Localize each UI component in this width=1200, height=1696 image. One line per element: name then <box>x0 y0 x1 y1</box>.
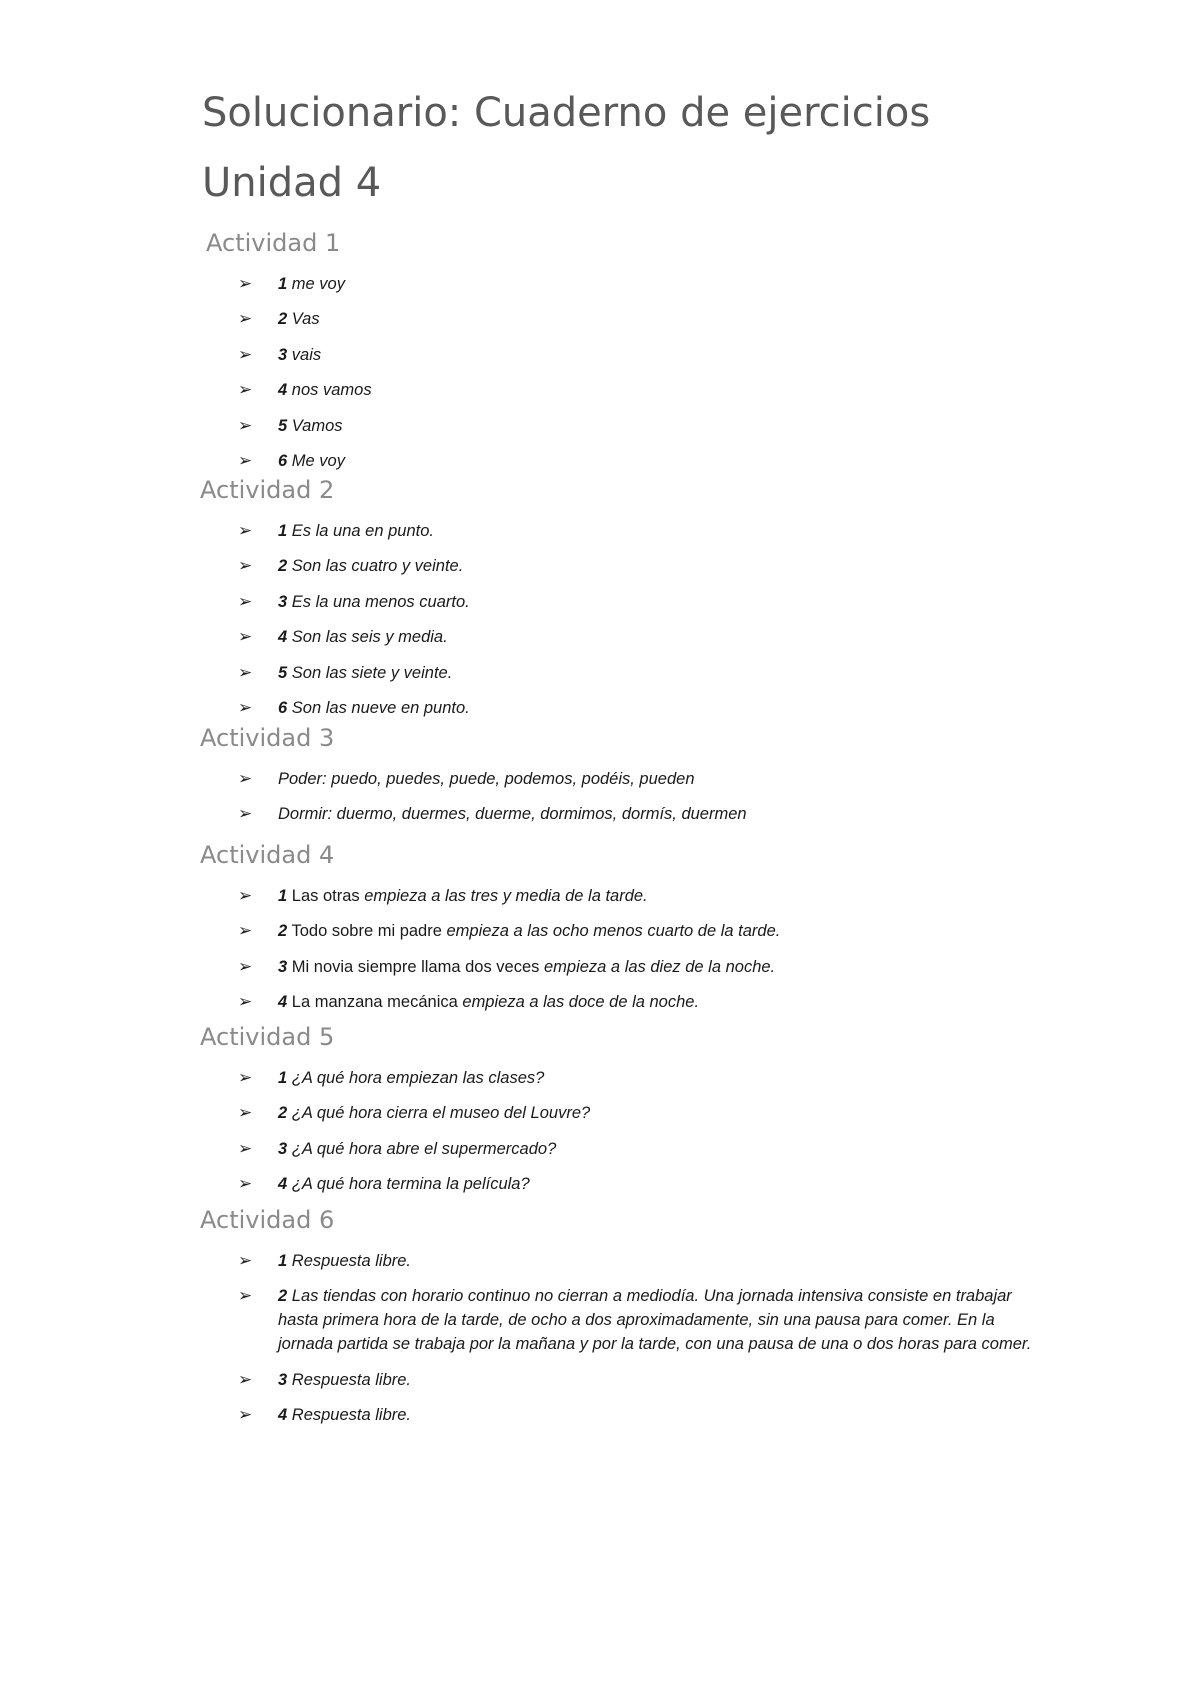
item-text: empieza a las ocho menos cuarto de la tarde. <box>446 922 781 940</box>
item-content <box>278 1287 1031 1353</box>
list-item <box>200 1249 1040 1273</box>
arrowhead-bullet-icon: ➢ <box>238 415 253 436</box>
item-plain-text: Mi novia siempre llama dos veces <box>291 957 540 976</box>
item-text: empieza a las doce de la noche. <box>462 993 700 1011</box>
item-text: Es la una en punto. <box>291 521 434 540</box>
item-number: 6 <box>278 452 288 470</box>
item-content <box>278 1069 544 1087</box>
item-text: empieza a las diez de la noche. <box>543 957 776 976</box>
item-text: ¿A qué hora empiezan las clases? <box>291 1068 545 1087</box>
item-number: 1 <box>278 1068 288 1087</box>
item-content <box>278 993 699 1011</box>
arrowhead-bullet-icon: ➢ <box>238 344 253 365</box>
arrowhead-bullet-icon: ➢ <box>238 698 253 718</box>
item-content <box>278 1175 530 1193</box>
item-number: 1 <box>278 1251 288 1270</box>
item-number: 4 <box>278 628 288 646</box>
item-text: Son las cuatro y veinte. <box>291 557 464 575</box>
item-content <box>278 887 648 905</box>
arrowhead-bullet-icon: ➢ <box>238 273 253 294</box>
answer-list <box>200 1066 1040 1197</box>
section-heading: Actividad 1 <box>206 229 341 257</box>
document-subtitle: Unidad 4 <box>202 160 382 206</box>
item-content <box>278 922 780 940</box>
item-number: 4 <box>278 993 288 1011</box>
list-item <box>200 696 1040 720</box>
item-text: Vas <box>291 310 320 328</box>
section-actividad-6 <box>200 1203 1040 1427</box>
item-text: ¿A qué hora abre el supermercado? <box>291 1139 557 1158</box>
list-item <box>200 1284 1040 1356</box>
item-text: me voy <box>291 274 345 293</box>
item-content <box>278 557 463 575</box>
arrowhead-bullet-icon: ➢ <box>238 1405 253 1425</box>
list-item <box>200 449 1040 473</box>
section-actividad-3 <box>200 721 1040 826</box>
item-number: 2 <box>278 1104 288 1122</box>
item-content <box>278 1371 411 1389</box>
list-item <box>200 1172 1040 1196</box>
item-number: 2 <box>278 1287 288 1305</box>
section-heading: Actividad 4 <box>200 841 335 869</box>
item-content <box>278 699 470 717</box>
item-text: Dormir: duermo, duermes, duerme, dormimos, dormís, duermen <box>278 805 747 823</box>
list-item <box>200 378 1040 402</box>
item-text: empieza a las tres y media de la tarde. <box>364 886 648 905</box>
item-text: Son las siete y veinte. <box>291 663 453 682</box>
item-number: 2 <box>278 557 288 575</box>
item-content <box>278 417 343 435</box>
item-content <box>278 275 345 293</box>
section-actividad-5 <box>200 1020 1040 1196</box>
item-number: 5 <box>278 416 288 435</box>
item-plain-text: Todo sobre mi padre <box>291 922 442 940</box>
item-text: Vamos <box>291 416 343 435</box>
item-text: nos vamos <box>291 381 372 399</box>
arrowhead-bullet-icon: ➢ <box>238 1138 253 1159</box>
item-text: Respuesta libre. <box>291 1406 412 1424</box>
answer-list <box>200 884 1040 1015</box>
item-text: vais <box>291 345 322 364</box>
answer-list <box>200 519 1040 721</box>
item-content <box>278 381 372 399</box>
arrowhead-bullet-icon: ➢ <box>238 451 253 471</box>
arrowhead-bullet-icon: ➢ <box>238 956 253 977</box>
item-text: Poder: puedo, puedes, puede, podemos, podéis, pueden <box>278 769 695 788</box>
item-number: 3 <box>278 957 288 976</box>
arrowhead-bullet-icon: ➢ <box>238 591 253 612</box>
item-number: 5 <box>278 663 288 682</box>
arrowhead-bullet-icon: ➢ <box>238 627 253 647</box>
item-number: 4 <box>278 381 288 399</box>
section-heading: Actividad 6 <box>200 1206 335 1234</box>
item-content <box>278 1140 556 1158</box>
section-heading: Actividad 2 <box>200 476 335 504</box>
item-content <box>278 664 452 682</box>
list-item <box>200 1101 1040 1125</box>
item-number: 3 <box>278 1370 288 1389</box>
list-item <box>200 767 1040 791</box>
arrowhead-bullet-icon: ➢ <box>238 1067 253 1088</box>
list-item <box>200 414 1040 438</box>
item-content <box>278 958 775 976</box>
item-number: 1 <box>278 521 288 540</box>
section-heading: Actividad 5 <box>200 1023 335 1051</box>
item-plain-text: Las otras <box>291 886 360 905</box>
answer-list <box>200 272 1040 474</box>
list-item <box>200 1137 1040 1161</box>
item-content <box>278 1406 411 1424</box>
item-text: Las tiendas con horario continuo no cierran a mediodía. Una jornada intensiva consiste en trabajar hasta primera hora de la tarde, de ocho a dos aproximadamente, sin una pausa para comer. En la jornada partida se trabaja por la mañana y por la tarde, con una pausa de una o dos horas para comer. <box>278 1287 1032 1353</box>
item-content <box>278 770 695 788</box>
answer-list <box>200 1249 1040 1428</box>
arrowhead-bullet-icon: ➢ <box>238 885 253 906</box>
arrowhead-bullet-icon: ➢ <box>238 309 253 329</box>
arrowhead-bullet-icon: ➢ <box>238 662 253 683</box>
list-item <box>200 1066 1040 1090</box>
item-content <box>278 628 448 646</box>
item-number: 3 <box>278 592 288 611</box>
item-text: Me voy <box>291 452 345 470</box>
item-text: Respuesta libre. <box>291 1370 412 1389</box>
item-plain-text: La manzana mecánica <box>291 993 458 1011</box>
list-item <box>200 307 1040 331</box>
arrowhead-bullet-icon: ➢ <box>238 556 253 576</box>
item-text: Es la una menos cuarto. <box>291 592 470 611</box>
item-number: 4 <box>278 1406 288 1424</box>
list-item <box>200 661 1040 685</box>
item-content <box>278 452 345 470</box>
item-content <box>278 310 320 328</box>
arrowhead-bullet-icon: ➢ <box>238 921 253 941</box>
item-number: 1 <box>278 274 288 293</box>
item-number: 3 <box>278 1139 288 1158</box>
arrowhead-bullet-icon: ➢ <box>238 1174 253 1194</box>
item-content <box>278 346 321 364</box>
section-actividad-1 <box>200 226 1040 473</box>
list-item <box>200 625 1040 649</box>
item-text: Respuesta libre. <box>291 1251 412 1270</box>
item-text: Son las nueve en punto. <box>291 699 470 717</box>
list-item <box>200 343 1040 367</box>
arrowhead-bullet-icon: ➢ <box>238 1369 253 1390</box>
list-item <box>200 554 1040 578</box>
section-heading: Actividad 3 <box>200 724 335 752</box>
item-content <box>278 1252 411 1270</box>
item-content <box>278 522 434 540</box>
list-item <box>200 1403 1040 1427</box>
arrowhead-bullet-icon: ➢ <box>238 1250 253 1271</box>
list-item <box>200 990 1040 1014</box>
arrowhead-bullet-icon: ➢ <box>238 520 253 541</box>
list-item <box>200 272 1040 296</box>
item-content <box>278 1104 590 1122</box>
arrowhead-bullet-icon: ➢ <box>238 804 253 824</box>
list-item <box>200 519 1040 543</box>
section-actividad-4 <box>200 838 1040 1014</box>
list-item <box>200 884 1040 908</box>
item-number: 2 <box>278 922 288 940</box>
list-item <box>200 1368 1040 1392</box>
arrowhead-bullet-icon: ➢ <box>238 768 253 789</box>
section-actividad-2 <box>200 473 1040 720</box>
item-number: 1 <box>278 886 288 905</box>
item-number: 3 <box>278 345 288 364</box>
arrowhead-bullet-icon: ➢ <box>238 1103 253 1123</box>
list-item <box>200 590 1040 614</box>
item-content <box>278 805 747 823</box>
answer-list <box>200 767 1040 827</box>
item-text: ¿A qué hora cierra el museo del Louvre? <box>291 1104 591 1122</box>
item-text: Son las seis y media. <box>291 628 448 646</box>
item-content <box>278 593 470 611</box>
document-title: Solucionario: Cuaderno de ejercicios <box>202 90 931 136</box>
list-item <box>200 919 1040 943</box>
arrowhead-bullet-icon: ➢ <box>238 380 253 400</box>
item-text: ¿A qué hora termina la película? <box>291 1175 530 1193</box>
arrowhead-bullet-icon: ➢ <box>238 1286 253 1306</box>
item-number: 6 <box>278 699 288 717</box>
item-number: 4 <box>278 1175 288 1193</box>
list-item <box>200 802 1040 826</box>
arrowhead-bullet-icon: ➢ <box>238 992 253 1012</box>
list-item <box>200 955 1040 979</box>
item-number: 2 <box>278 310 288 328</box>
